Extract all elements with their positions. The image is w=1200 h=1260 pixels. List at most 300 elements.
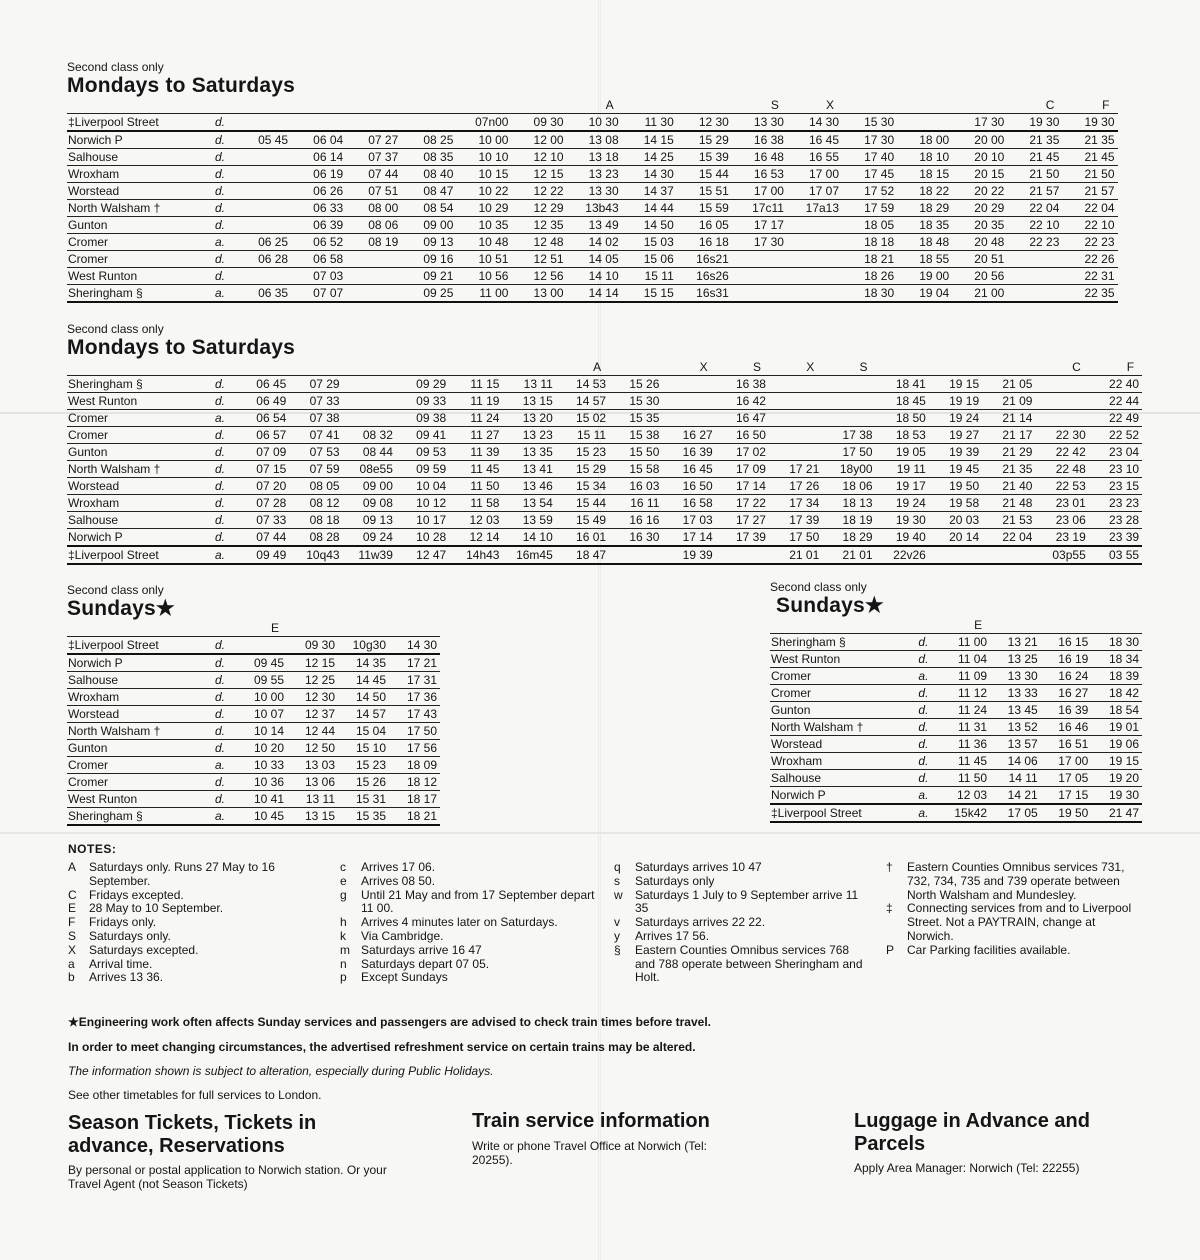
train-time: 06 58	[291, 251, 346, 268]
timetable-row	[67, 376, 1142, 393]
train-time: 17 00	[787, 166, 842, 183]
train-time: 21 45	[1007, 149, 1062, 166]
train-time: 19 04	[897, 285, 952, 303]
train-time: 10 35	[456, 217, 511, 234]
note-key: q	[614, 860, 621, 874]
train-time: 13 25	[990, 651, 1041, 668]
notes-column	[614, 861, 864, 985]
train-time: 20 00	[952, 131, 1007, 149]
timetable-row	[67, 393, 1142, 410]
timetable-row	[67, 200, 1118, 217]
train-info-text: Write or phone Travel Office at Norwich (Tel: 20255).	[472, 1139, 707, 1167]
train-time: 23 15	[1089, 478, 1142, 495]
train-time: 10 30	[567, 114, 622, 132]
train-time: 19 27	[929, 427, 982, 444]
train-time: 05 45	[236, 131, 291, 149]
station-name: Norwich P	[67, 654, 212, 672]
train-time: 18 41	[876, 376, 929, 393]
train-time: 17 21	[769, 461, 822, 478]
train-time: 10 36	[236, 774, 287, 791]
train-time: 13 21	[990, 634, 1041, 651]
train-time: 07 33	[236, 512, 289, 529]
train-time: 22 04	[1007, 200, 1062, 217]
train-time: 10 56	[456, 268, 511, 285]
arrive-depart-marker: a.	[212, 285, 236, 303]
train-time: 07 51	[346, 183, 401, 200]
train-time	[929, 546, 982, 564]
train-time: 09 53	[396, 444, 449, 461]
timetable-row	[67, 546, 1142, 564]
train-time: 15 51	[677, 183, 732, 200]
timetable-row	[67, 268, 1118, 285]
train-code: X	[826, 98, 835, 112]
arrive-depart-marker: d.	[915, 719, 939, 736]
train-time	[822, 410, 875, 427]
train-time: 14 53	[556, 376, 609, 393]
train-time: 18 00	[897, 131, 952, 149]
train-time: 15 35	[609, 410, 662, 427]
train-code	[842, 98, 897, 114]
train-time: 20 56	[952, 268, 1007, 285]
note-item	[340, 930, 600, 944]
train-time: 22 52	[1089, 427, 1142, 444]
train-time	[291, 114, 346, 132]
note-item	[68, 916, 318, 930]
train-time	[662, 376, 715, 393]
station-name: Wroxham	[67, 689, 212, 706]
train-time: 14 05	[567, 251, 622, 268]
train-time: 11 30	[622, 114, 677, 132]
train-time: 18 10	[897, 149, 952, 166]
train-time: 17 26	[769, 478, 822, 495]
train-time: 07 03	[291, 268, 346, 285]
train-time	[236, 183, 291, 200]
train-time: 08 54	[401, 200, 456, 217]
arrive-depart-marker: d.	[212, 689, 236, 706]
train-time: 16 38	[732, 131, 787, 149]
train-time: 12 29	[511, 200, 566, 217]
timetable-row	[67, 757, 440, 774]
train-code	[1091, 618, 1142, 634]
train-code	[609, 360, 662, 376]
train-time: 15 11	[622, 268, 677, 285]
train-time: 19 19	[929, 393, 982, 410]
train-time	[769, 427, 822, 444]
train-code	[456, 98, 511, 114]
train-code	[289, 360, 342, 376]
train-time: 16 24	[1041, 668, 1092, 685]
note-key: †	[886, 860, 893, 874]
train-time: 08 28	[289, 529, 342, 547]
train-time: 17 30	[842, 131, 897, 149]
note-text: Arrives 08 50.	[361, 873, 436, 888]
train-time: 11 24	[449, 410, 502, 427]
season-tickets-text: By personal or postal application to Norwich station. Or your Travel Agent (not Season Tickets)	[68, 1163, 387, 1191]
timetable-row	[67, 427, 1142, 444]
train-time: 12 15	[511, 166, 566, 183]
train-time: 21 35	[982, 461, 1035, 478]
train-time	[1035, 393, 1088, 410]
train-time: 16 55	[787, 149, 842, 166]
train-time: 16 38	[716, 376, 769, 393]
train-time: 16 51	[1041, 736, 1092, 753]
train-time: 17 34	[769, 495, 822, 512]
arrive-depart-marker: d.	[212, 217, 236, 234]
train-time: 18 54	[1091, 702, 1142, 719]
train-time: 22 23	[1062, 234, 1117, 251]
train-time: 15 30	[842, 114, 897, 132]
train-time: 18 50	[876, 410, 929, 427]
engineering-notice: ★Engineering work often affects Sunday services and passengers are advised to check train times before travel.	[68, 1015, 711, 1029]
train-time: 11 00	[456, 285, 511, 303]
train-time: 11w39	[343, 546, 396, 564]
train-time: 15 38	[609, 427, 662, 444]
train-time: 16 18	[677, 234, 732, 251]
station-name: ‡Liverpool Street	[67, 546, 212, 564]
timetable-row	[770, 719, 1142, 736]
train-time	[343, 376, 396, 393]
train-time: 19 45	[929, 461, 982, 478]
train-time: 19 30	[1062, 114, 1117, 132]
arrive-depart-marker: d.	[915, 651, 939, 668]
train-time: 09 00	[343, 478, 396, 495]
station-name: Worstead	[67, 478, 212, 495]
train-time: 08 00	[346, 200, 401, 217]
train-time: 13 23	[567, 166, 622, 183]
train-time: 18 55	[897, 251, 952, 268]
station-name: Cromer	[67, 774, 212, 791]
train-code	[897, 98, 952, 114]
station-name: Salhouse	[67, 149, 212, 166]
train-time: 06 14	[291, 149, 346, 166]
train-time: 16 19	[1041, 651, 1092, 668]
note-item	[340, 875, 600, 889]
train-time: 16s21	[677, 251, 732, 268]
train-time: 21 47	[1091, 804, 1142, 822]
train-time: 08 19	[346, 234, 401, 251]
timetable-row	[67, 808, 440, 826]
train-time: 06 52	[291, 234, 346, 251]
train-code	[876, 360, 929, 376]
train-time: 16 30	[609, 529, 662, 547]
train-code	[236, 360, 289, 376]
train-time: 20 15	[952, 166, 1007, 183]
train-code	[1041, 618, 1092, 634]
train-time: 07 44	[236, 529, 289, 547]
train-time: 22 48	[1035, 461, 1088, 478]
timetable-row	[67, 166, 1118, 183]
train-time: 09 41	[396, 427, 449, 444]
timetable-row	[67, 791, 440, 808]
station-name: West Runton	[67, 393, 212, 410]
train-time: 23 06	[1035, 512, 1088, 529]
note-key: n	[340, 956, 347, 971]
train-time: 19 39	[662, 546, 715, 564]
train-time: 13 30	[567, 183, 622, 200]
note-key: b	[68, 970, 75, 985]
train-time	[236, 200, 291, 217]
station-name: Cromer	[67, 757, 212, 774]
station-name: Norwich P	[67, 529, 212, 547]
train-time: 07 33	[289, 393, 342, 410]
timetable-row	[770, 753, 1142, 770]
train-time	[769, 444, 822, 461]
train-time: 06 28	[236, 251, 291, 268]
station-name: Cromer	[67, 234, 212, 251]
arrive-depart-marker: d.	[212, 740, 236, 757]
station-name: Cromer	[67, 427, 212, 444]
train-time: 13 20	[502, 410, 555, 427]
train-time: 06 39	[291, 217, 346, 234]
train-time: 10 00	[456, 131, 511, 149]
train-time: 17c11	[732, 200, 787, 217]
train-time: 21 35	[1007, 131, 1062, 149]
arrive-depart-marker: d.	[212, 131, 236, 149]
train-time: 17 21	[389, 654, 440, 672]
paper-fold-horizontal-lower	[0, 832, 1200, 834]
train-time: 19 40	[876, 529, 929, 547]
train-time	[401, 114, 456, 132]
train-time: 18 22	[897, 183, 952, 200]
train-time: 09 30	[511, 114, 566, 132]
train-time: 08 05	[289, 478, 342, 495]
train-time: 06 54	[236, 410, 289, 427]
station-name: Gunton	[67, 217, 212, 234]
train-time: 13 59	[502, 512, 555, 529]
train-time: 16 03	[609, 478, 662, 495]
train-time: 12 48	[511, 234, 566, 251]
train-time: 06 25	[236, 234, 291, 251]
train-time: 20 14	[929, 529, 982, 547]
train-code: E	[270, 621, 279, 635]
train-code: S	[859, 360, 868, 374]
train-time: 09 21	[401, 268, 456, 285]
train-time: 06 26	[291, 183, 346, 200]
train-time: 18 35	[897, 217, 952, 234]
train-time: 18 45	[876, 393, 929, 410]
train-time: 13 46	[502, 478, 555, 495]
train-time	[732, 268, 787, 285]
station-name: ‡Liverpool Street	[770, 804, 915, 822]
station-name: Cromer	[770, 668, 915, 685]
train-time	[769, 393, 822, 410]
note-item	[68, 944, 318, 958]
train-time: 11 12	[939, 685, 990, 702]
note-key: s	[614, 873, 620, 888]
train-time: 14 21	[990, 787, 1041, 805]
train-time: 13 52	[990, 719, 1041, 736]
arrive-depart-marker: d.	[915, 753, 939, 770]
train-time: 07n00	[456, 114, 511, 132]
train-time: 07 41	[289, 427, 342, 444]
train-time: 12 44	[287, 723, 338, 740]
train-time: 13 06	[287, 774, 338, 791]
arrive-depart-marker: a.	[915, 804, 939, 822]
train-time: 22 10	[1007, 217, 1062, 234]
train-time: 14 02	[567, 234, 622, 251]
train-time: 07 09	[236, 444, 289, 461]
train-time: 14 35	[338, 654, 389, 672]
train-time: 15 03	[622, 234, 677, 251]
train-code	[401, 98, 456, 114]
train-time: 09 08	[343, 495, 396, 512]
train-time: 12 50	[287, 740, 338, 757]
note-item	[614, 916, 864, 930]
train-time: 22 23	[1007, 234, 1062, 251]
note-text: Fridays only.	[89, 915, 157, 930]
timetable-row	[67, 149, 1118, 166]
train-time: 17 45	[842, 166, 897, 183]
refreshment-notice: In order to meet changing circumstances, the advertised refreshment service on certain trains may be altered.	[68, 1040, 696, 1054]
train-codes-row	[67, 360, 1142, 376]
note-key: y	[614, 928, 620, 943]
train-time: 14 30	[787, 114, 842, 132]
train-time: 12 56	[511, 268, 566, 285]
timetable-row	[770, 668, 1142, 685]
train-time: 12 22	[511, 183, 566, 200]
timetable-row	[770, 702, 1142, 719]
train-time: 18 53	[876, 427, 929, 444]
train-time: 06 33	[291, 200, 346, 217]
train-time: 19 58	[929, 495, 982, 512]
train-time	[236, 114, 291, 132]
train-time: 16 53	[732, 166, 787, 183]
train-time: 12 25	[287, 672, 338, 689]
train-time: 22 42	[1035, 444, 1088, 461]
train-time: 15 30	[609, 393, 662, 410]
notes-column	[886, 861, 1142, 958]
train-time	[236, 149, 291, 166]
arrive-depart-marker: d.	[212, 637, 236, 655]
train-time: 09 49	[236, 546, 289, 564]
train-time: 12 37	[287, 706, 338, 723]
train-time: 23 19	[1035, 529, 1088, 547]
train-time: 20 10	[952, 149, 1007, 166]
station-name: Worstead	[67, 706, 212, 723]
train-time: 08 40	[401, 166, 456, 183]
train-time: 17 36	[389, 689, 440, 706]
train-time: 12 51	[511, 251, 566, 268]
note-text: Saturdays arrives 22 22.	[635, 915, 766, 930]
timetable-row	[67, 444, 1142, 461]
train-time: 22 30	[1035, 427, 1088, 444]
train-time: 14 06	[990, 753, 1041, 770]
arrive-depart-marker: a.	[212, 808, 236, 826]
note-key: e	[340, 873, 347, 888]
timetable-row	[67, 740, 440, 757]
train-time: 11 27	[449, 427, 502, 444]
train-time: 16 39	[662, 444, 715, 461]
train-time: 15 06	[622, 251, 677, 268]
train-time: 14 14	[567, 285, 622, 303]
train-time: 17 30	[732, 234, 787, 251]
station-name: North Walsham †	[67, 461, 212, 478]
train-time	[769, 376, 822, 393]
train-time: 14 30	[622, 166, 677, 183]
train-time	[609, 546, 662, 564]
train-time: 06 35	[236, 285, 291, 303]
timetable-sunday-norwich-to-sheringham	[67, 583, 440, 826]
train-time: 07 59	[289, 461, 342, 478]
train-time: 15 59	[677, 200, 732, 217]
train-code: X	[699, 360, 708, 374]
train-time	[732, 285, 787, 303]
train-code: F	[1126, 360, 1135, 374]
note-item	[340, 916, 600, 930]
train-time: 13b43	[567, 200, 622, 217]
train-time: 13 33	[990, 685, 1041, 702]
arrive-depart-marker: d.	[212, 149, 236, 166]
train-code	[346, 98, 401, 114]
station-name: Wroxham	[67, 495, 212, 512]
arrive-depart-marker: d.	[212, 427, 236, 444]
arrive-depart-marker: d.	[212, 393, 236, 410]
train-time: 18 13	[822, 495, 875, 512]
train-time	[732, 251, 787, 268]
note-text: Car Parking facilities available.	[907, 942, 1071, 957]
train-time: 18 19	[822, 512, 875, 529]
note-item	[68, 971, 318, 985]
note-text: Saturdays only.	[89, 928, 171, 943]
arrive-depart-marker: d.	[915, 634, 939, 651]
note-item	[886, 944, 1142, 958]
train-code	[291, 98, 346, 114]
train-code	[982, 360, 1035, 376]
train-time: 18 47	[556, 546, 609, 564]
timetable-row	[67, 689, 440, 706]
train-time: 10 07	[236, 706, 287, 723]
note-key: A	[68, 860, 77, 874]
train-time: 21 45	[1062, 149, 1117, 166]
note-item	[68, 930, 318, 944]
train-time: 15 49	[556, 512, 609, 529]
train-time: 10 12	[396, 495, 449, 512]
train-time: 10 20	[236, 740, 287, 757]
note-key: F	[68, 915, 76, 930]
train-time: 16 58	[662, 495, 715, 512]
station-name: West Runton	[67, 791, 212, 808]
train-time: 18 39	[1091, 668, 1142, 685]
timetable-row	[67, 217, 1118, 234]
train-time: 20 29	[952, 200, 1007, 217]
train-time: 06 19	[291, 166, 346, 183]
train-time: 22 10	[1062, 217, 1117, 234]
train-time: 15 50	[609, 444, 662, 461]
arrive-depart-marker: d.	[212, 672, 236, 689]
train-time: 14 11	[990, 770, 1041, 787]
train-time: 22 31	[1062, 268, 1117, 285]
train-time: 14 25	[622, 149, 677, 166]
notes-heading: NOTES:	[68, 842, 117, 856]
train-time	[1035, 410, 1088, 427]
train-time: 17 39	[716, 529, 769, 547]
station-name: Salhouse	[67, 512, 212, 529]
station-name: Wroxham	[67, 166, 212, 183]
train-code	[502, 360, 555, 376]
train-time: 16 50	[662, 478, 715, 495]
train-time: 13 45	[990, 702, 1041, 719]
train-time: 19 24	[876, 495, 929, 512]
timetable-row	[67, 410, 1142, 427]
train-time: 11 15	[449, 376, 502, 393]
train-time	[1007, 251, 1062, 268]
timetable-table	[67, 621, 440, 826]
timetable-table	[67, 98, 1118, 303]
train-time: 21 09	[982, 393, 1035, 410]
train-time	[346, 114, 401, 132]
timetable-row	[67, 529, 1142, 547]
class-label: Second class only	[67, 60, 164, 74]
